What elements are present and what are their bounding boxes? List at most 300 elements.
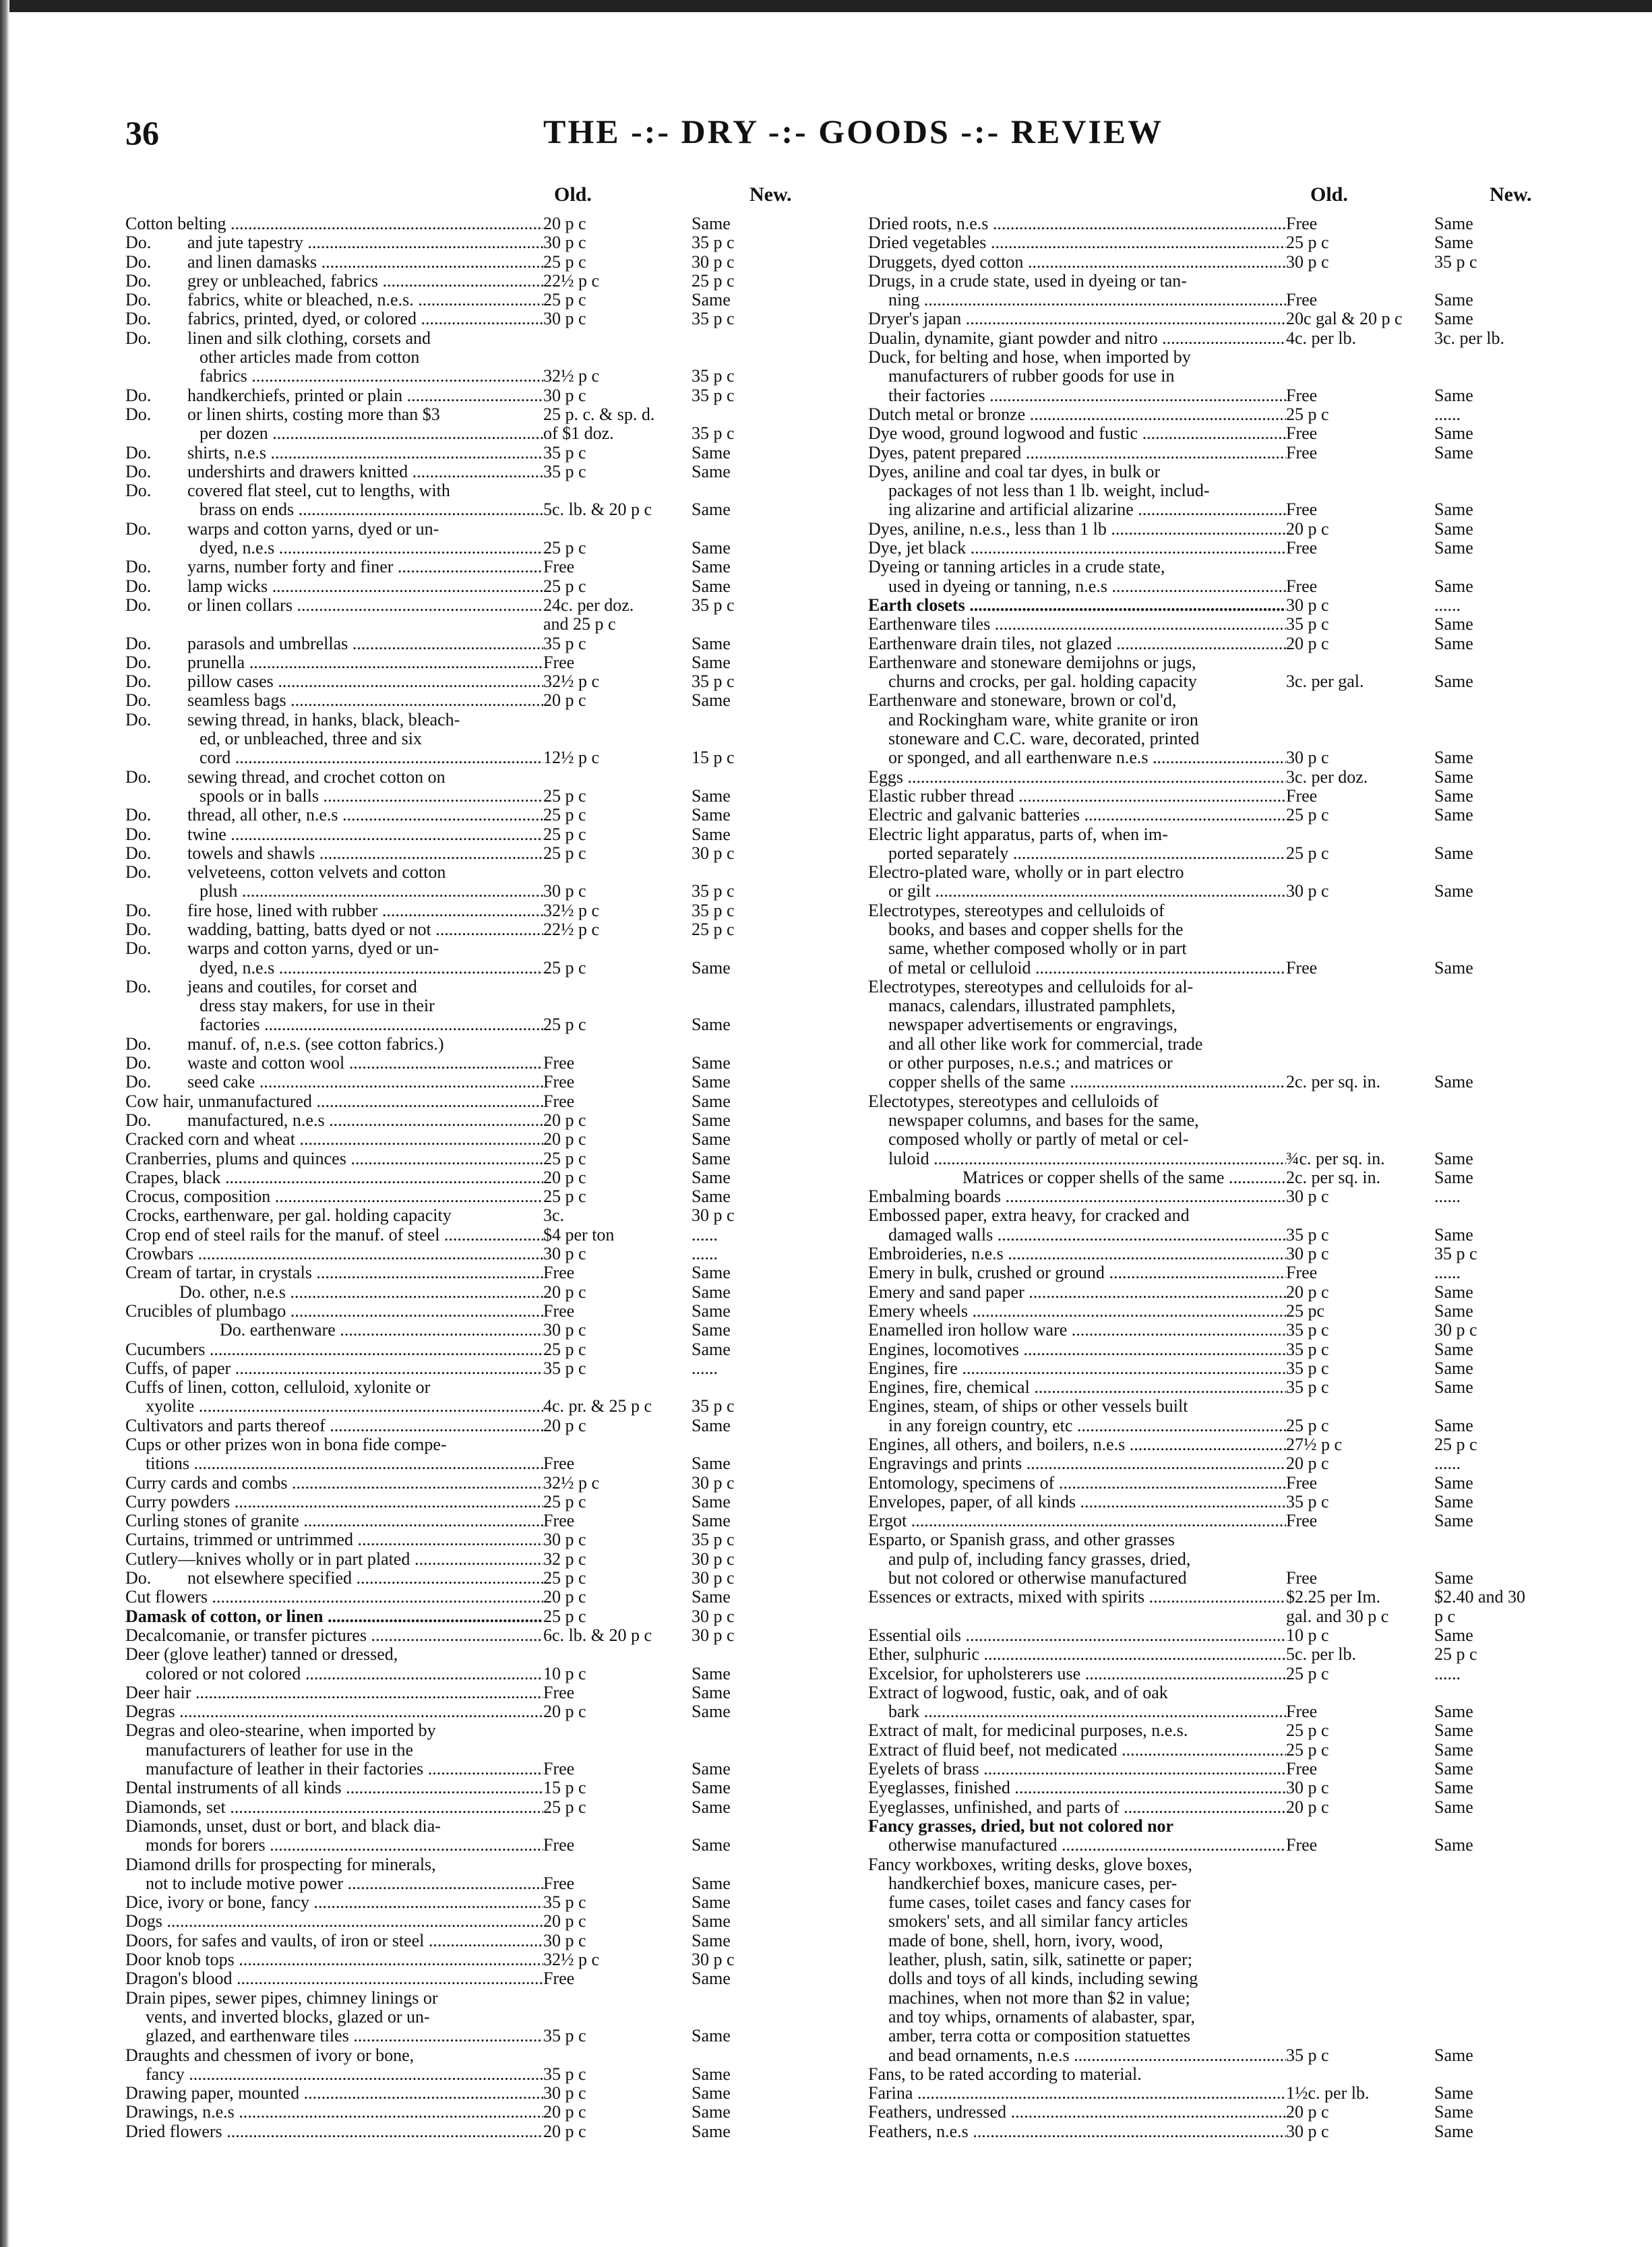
- tariff-row: [125, 1054, 840, 1073]
- old-rate: 10 p c: [543, 1664, 586, 1683]
- tariff-item: [868, 1912, 1286, 1931]
- tariff-item: [868, 1989, 1286, 2008]
- tariff-row: [868, 558, 1583, 576]
- item-description: Diamond drills for prospecting for minerals,: [125, 1855, 436, 1874]
- tariff-item: [125, 653, 543, 672]
- tariff-row: [868, 978, 1583, 996]
- item-description: Curtains, trimmed or untrimmed .....: [125, 1530, 543, 1549]
- tariff-row: [125, 2084, 840, 2103]
- item-description: Esparto, or Spanish grass, and other grasses: [868, 1530, 1175, 1550]
- ditto-mark: Do.: [125, 462, 152, 481]
- item-description: and bead ornaments, n.e.s .....: [888, 2046, 1286, 2065]
- item-description: in any foreign country, etc .....: [888, 1416, 1286, 1435]
- tariff-item: [868, 1493, 1286, 1511]
- tariff-item: [125, 1530, 543, 1549]
- item-description: warps and cotton yarns, dyed or un-: [187, 939, 439, 959]
- tariff-item: [125, 1798, 543, 1817]
- tariff-row: [868, 863, 1583, 882]
- new-rate: 30 p c: [692, 1569, 735, 1588]
- item-description: made of bone, shell, horn, ivory, wood,: [888, 1931, 1163, 1950]
- tariff-row: [868, 481, 1583, 500]
- new-rate: 15 p c: [692, 748, 735, 768]
- tariff-row: [125, 1569, 840, 1588]
- tariff-item: [868, 1130, 1286, 1149]
- old-rate: Free: [1286, 1473, 1318, 1493]
- tariff-row: [868, 634, 1583, 653]
- tariff-item: [125, 424, 543, 443]
- ditto-mark: Do.: [125, 271, 152, 291]
- old-rate: 30 p c: [1286, 748, 1329, 768]
- tariff-row: [868, 1168, 1583, 1187]
- new-rate: 3c. per lb.: [1434, 328, 1504, 348]
- old-rate: 25 p c: [543, 1797, 586, 1817]
- new-rate: Same: [1434, 539, 1473, 558]
- tariff-item: [125, 1168, 543, 1187]
- new-rate: 30 p c: [692, 1950, 735, 1970]
- ditto-mark: Do.: [125, 405, 152, 424]
- tariff-row: [868, 214, 1583, 233]
- new-rate: Same: [1434, 958, 1473, 978]
- item-description: and linen damasks .....: [187, 253, 543, 272]
- scan-top-edge: [0, 0, 1652, 12]
- new-rate: ......: [692, 1225, 718, 1245]
- old-rate: 25 p c: [543, 825, 586, 844]
- tariff-item: [125, 1912, 543, 1931]
- tariff-item: [868, 291, 1286, 309]
- old-rate: 25 p c: [543, 1492, 586, 1511]
- old-rate: 3c. per gal.: [1286, 672, 1364, 692]
- item-description: Crop end of steel rails for the manuf. of steel .....: [125, 1226, 543, 1245]
- item-description: cord .....: [200, 748, 543, 767]
- old-rate: 30 p c: [543, 2084, 586, 2103]
- tariff-row: [868, 768, 1583, 787]
- tariff-row: [125, 348, 840, 367]
- old-rate: 30 p c: [543, 386, 586, 405]
- ditto-mark: Do.: [125, 634, 152, 653]
- item-description: Cutlery—knives wholly or in part plated .....: [125, 1550, 543, 1569]
- new-rate: Same: [1434, 806, 1473, 825]
- item-description: Extract of malt, for medicinal purposes, n.e.s.: [868, 1721, 1188, 1741]
- ditto-mark: Do.: [125, 595, 152, 615]
- new-rate: Same: [692, 291, 731, 310]
- tariff-row: [125, 787, 840, 806]
- item-description: luloid .....: [888, 1149, 1286, 1168]
- new-rate: Same: [1434, 1702, 1473, 1722]
- item-description: Engines, locomotives .....: [868, 1340, 1286, 1359]
- item-description: Embalming boards .....: [868, 1187, 1286, 1206]
- tariff-item: [125, 539, 543, 558]
- item-description: Curry powders .....: [125, 1493, 543, 1511]
- item-description: Dualin, dynamite, giant powder and nitro .....: [868, 329, 1286, 348]
- old-rate: Free: [1286, 1511, 1318, 1531]
- tariff-item: [868, 1092, 1286, 1111]
- tariff-row: [868, 1283, 1583, 1302]
- item-description: grey or unbleached, fabrics .....: [187, 272, 543, 291]
- old-rate: Free: [1286, 539, 1318, 558]
- item-description: yarns, number forty and finer .....: [187, 558, 543, 576]
- tariff-item: [868, 1798, 1286, 1817]
- old-rate: Free: [1286, 386, 1318, 405]
- item-description: Degras .....: [125, 1702, 543, 1721]
- tariff-row: [868, 672, 1583, 691]
- item-description: or sponged, and all earthenware n.e.s .....: [888, 748, 1286, 767]
- new-rate: Same: [692, 1282, 731, 1302]
- ditto-mark: Do.: [125, 825, 152, 844]
- tariff-row: [125, 2046, 840, 2065]
- tariff-item: [125, 1206, 543, 1225]
- tariff-row: [125, 1149, 840, 1168]
- tariff-item: [868, 1893, 1286, 1912]
- new-rate: $2.40 and 30: [1434, 1588, 1526, 1607]
- tariff-item: [868, 1836, 1286, 1855]
- item-description: Entomology, specimens of .....: [868, 1474, 1286, 1493]
- tariff-item: [125, 1950, 543, 1969]
- item-description: but not colored or otherwise manufactured: [888, 1569, 1187, 1588]
- tariff-row: [125, 2027, 840, 2045]
- new-rate: Same: [692, 1836, 731, 1855]
- tariff-row: [125, 405, 840, 424]
- tariff-item: [868, 1511, 1286, 1530]
- tariff-row: [125, 1989, 840, 2008]
- item-description: fire hose, lined with rubber .....: [187, 901, 543, 920]
- tariff-row: [868, 1778, 1583, 1797]
- tariff-item: [868, 329, 1286, 348]
- tariff-item: [125, 1340, 543, 1359]
- new-rate: Same: [692, 1263, 731, 1283]
- item-description: linen and silk clothing, corsets and: [187, 328, 431, 348]
- tariff-row: [125, 558, 840, 576]
- old-rate: 25 p c: [543, 1340, 586, 1359]
- item-description: Emery and sand paper .....: [868, 1283, 1286, 1302]
- new-rate: Same: [692, 1683, 731, 1702]
- ditto-mark: Do.: [125, 710, 152, 729]
- ditto-mark: Do.: [125, 309, 152, 329]
- item-description: Emery in bulk, crushed or ground .....: [868, 1263, 1286, 1282]
- tariff-item: [125, 1015, 543, 1034]
- old-rate: 35 p c: [1286, 615, 1329, 634]
- tariff-row: [125, 711, 840, 729]
- tariff-row: [868, 653, 1583, 672]
- new-rate: Same: [1434, 1778, 1473, 1798]
- tariff-row: [868, 939, 1583, 958]
- old-rate: 20 p c: [543, 1588, 586, 1607]
- new-rate: 35 p c: [692, 424, 735, 444]
- item-description: Do. other, n.e.s .....: [179, 1283, 543, 1302]
- item-description: Cracked corn and wheat .....: [125, 1130, 543, 1149]
- old-rate: Free: [1286, 786, 1318, 806]
- ditto-mark: Do.: [125, 920, 152, 939]
- old-rate: Free: [543, 1054, 575, 1073]
- tariff-row: [125, 1226, 840, 1245]
- tariff-item: [125, 1263, 543, 1282]
- old-rate: 15 p c: [543, 1778, 586, 1798]
- old-rate: 27½ p c: [1286, 1435, 1343, 1454]
- item-description: lamp wicks .....: [187, 577, 543, 596]
- tariff-row: [868, 1378, 1583, 1397]
- new-rate: p c: [1434, 1607, 1456, 1626]
- tariff-row: [868, 1359, 1583, 1378]
- item-description: Dyes, aniline and coal tar dyes, in bulk or: [868, 462, 1161, 481]
- tariff-row: [125, 1588, 840, 1607]
- tariff-item: [868, 1245, 1286, 1263]
- tariff-row: [868, 1721, 1583, 1740]
- old-rate: 25 p c: [543, 958, 586, 978]
- old-rate: 30 p c: [543, 233, 586, 253]
- ditto-mark: Do.: [125, 843, 152, 863]
- ditto-mark: Do.: [125, 386, 152, 405]
- item-description: Dye wood, ground logwood and fustic .....: [868, 424, 1286, 443]
- new-rate: 35 p c: [692, 901, 735, 920]
- item-description: monds for borers .....: [146, 1836, 543, 1855]
- old-rate: Free: [543, 1091, 575, 1111]
- tariff-item: [868, 1454, 1286, 1473]
- item-description: jeans and coutiles, for corset and: [187, 977, 417, 996]
- tariff-row: [868, 1817, 1583, 1836]
- tariff-item: [125, 825, 543, 844]
- tariff-item: [125, 348, 543, 367]
- ditto-mark: Do.: [125, 1569, 152, 1588]
- new-rate: 35 p c: [692, 233, 735, 253]
- tariff-item: [868, 634, 1286, 653]
- item-description: Dyes, aniline, n.e.s., less than 1 lb .....: [868, 520, 1286, 539]
- ditto-mark: Do.: [125, 328, 152, 348]
- item-description: Draughts and chessmen of ivory or bone,: [125, 2045, 415, 2065]
- old-rate: 25 p. c. & sp. d.: [543, 405, 655, 424]
- new-rate: 25 p c: [692, 271, 735, 291]
- tariff-row: [868, 309, 1583, 328]
- tariff-item: [868, 653, 1286, 672]
- new-rate: Same: [1434, 786, 1473, 806]
- tariff-row: [125, 520, 840, 539]
- new-rate: Same: [1434, 386, 1473, 405]
- new-rate: Same: [692, 2084, 731, 2103]
- item-description: Embossed paper, extra heavy, for cracked and: [868, 1206, 1190, 1226]
- tariff-item: [125, 367, 543, 386]
- tariff-item: [868, 500, 1286, 519]
- item-description: Elastic rubber thread .....: [868, 787, 1286, 806]
- item-description: their factories .....: [888, 386, 1286, 405]
- tariff-row: [868, 577, 1583, 596]
- tariff-row: [868, 825, 1583, 844]
- tariff-item: [125, 329, 543, 348]
- old-rate: 35 p c: [543, 1893, 586, 1913]
- tariff-row: [125, 653, 840, 672]
- new-rate: Same: [692, 2064, 731, 2084]
- item-description: Crucibles of plumbago .....: [125, 1302, 543, 1321]
- old-rate: 32½ p c: [543, 901, 600, 920]
- right-old-header: Old.: [1310, 183, 1348, 206]
- tariff-row: [125, 1893, 840, 1912]
- old-rate: ¾c. per sq. in.: [1286, 1149, 1385, 1168]
- tariff-row: [868, 1931, 1583, 1950]
- item-description: thread, all other, n.e.s .....: [187, 806, 543, 825]
- tariff-item: [125, 1111, 543, 1130]
- tariff-row: [868, 233, 1583, 252]
- item-description: sewing thread, and crochet cotton on: [187, 767, 446, 787]
- tariff-item: [868, 882, 1286, 901]
- old-rate: 30 p c: [543, 1245, 586, 1264]
- item-description: or linen shirts, costing more than $3: [187, 405, 440, 424]
- tariff-row: [868, 1493, 1583, 1511]
- tariff-item: [868, 996, 1286, 1015]
- item-description: Cuffs, of paper .....: [125, 1359, 543, 1378]
- tariff-row: [125, 1206, 840, 1225]
- tariff-row: [125, 901, 840, 920]
- tariff-item: [125, 901, 543, 920]
- tariff-item: [868, 787, 1286, 806]
- tariff-item: [125, 1645, 543, 1664]
- new-rate: Same: [1434, 291, 1473, 310]
- tariff-item: [125, 1855, 543, 1874]
- tariff-row: [125, 596, 840, 615]
- old-rate: 35 p c: [1286, 1378, 1329, 1398]
- old-rate: 2c. per sq. in.: [1286, 1168, 1381, 1187]
- old-rate: 25 p c: [543, 1149, 586, 1168]
- new-rate: Same: [1434, 233, 1473, 253]
- new-rate: 35 p c: [692, 367, 735, 386]
- item-description: Crowbars .....: [125, 1245, 543, 1263]
- tariff-item: [868, 1817, 1286, 1836]
- new-rate: Same: [1434, 1569, 1473, 1588]
- old-rate: 35 p c: [543, 462, 586, 481]
- item-description: Envelopes, paper, of all kinds .....: [868, 1493, 1286, 1511]
- item-description: Electrotypes, stereotypes and celluloids for al-: [868, 977, 1194, 996]
- tariff-row: [868, 1454, 1583, 1473]
- item-description: Degras and oleo-stearine, when imported by: [125, 1721, 436, 1741]
- tariff-item: [125, 882, 543, 901]
- tariff-row: [125, 1168, 840, 1187]
- item-description: not elsewhere specified .....: [187, 1569, 543, 1588]
- item-description: and toy whips, ornaments of alabaster, spar,: [888, 2007, 1195, 2027]
- new-rate: 30 p c: [692, 843, 735, 863]
- ditto-mark: Do.: [125, 481, 152, 501]
- tariff-item: [125, 1969, 543, 1988]
- item-description: per dozen .....: [200, 424, 543, 443]
- right-new-header: New.: [1490, 183, 1532, 206]
- new-rate: Same: [1434, 519, 1473, 539]
- old-rate: Free: [1286, 576, 1318, 596]
- tariff-row: [125, 2065, 840, 2084]
- tariff-row: [868, 596, 1583, 615]
- tariff-item: [868, 577, 1286, 596]
- tariff-item: [868, 1359, 1286, 1378]
- tariff-row: [868, 444, 1583, 462]
- tariff-item: [125, 558, 543, 576]
- old-rate: 20 p c: [543, 2122, 586, 2141]
- tariff-item: [125, 691, 543, 710]
- tariff-row: [125, 939, 840, 958]
- old-rate: 22½ p c: [543, 920, 600, 939]
- new-rate: Same: [692, 825, 731, 844]
- tariff-item: [868, 272, 1286, 291]
- old-rate: 20 p c: [543, 1702, 586, 1722]
- new-rate: 30 p c: [692, 1206, 735, 1226]
- new-rate: Same: [1434, 1416, 1473, 1435]
- old-rate: 4c. pr. & 25 p c: [543, 1397, 652, 1416]
- new-rate: Same: [692, 1168, 731, 1187]
- tariff-item: [125, 272, 543, 291]
- old-rate: Free: [543, 1301, 575, 1321]
- item-description: manufacturers of rubber goods for use in: [888, 367, 1175, 386]
- item-description: ing alizarine and artificial alizarine .....: [888, 500, 1286, 519]
- new-rate: 30 p c: [692, 1473, 735, 1493]
- tariff-item: [125, 2008, 543, 2027]
- tariff-item: [868, 1206, 1286, 1225]
- old-rate: Free: [1286, 424, 1318, 444]
- tariff-item: [125, 768, 543, 787]
- tariff-row: [125, 1454, 840, 1473]
- tariff-row: [868, 1111, 1583, 1130]
- item-description: used in dyeing or tanning, n.e.s .....: [888, 577, 1286, 596]
- tariff-item: [868, 959, 1286, 978]
- item-description: twine .....: [187, 825, 543, 844]
- tariff-item: [868, 615, 1286, 634]
- item-description: Drain pipes, sewer pipes, chimney linings or: [125, 1988, 438, 2008]
- item-description: dress stay makers, for use in their: [200, 996, 435, 1016]
- new-rate: 30 p c: [692, 1625, 735, 1645]
- tariff-row: [125, 1798, 840, 1817]
- old-rate: 10 p c: [1286, 1625, 1329, 1645]
- tariff-row: [868, 1550, 1583, 1569]
- tariff-item: [125, 1817, 543, 1836]
- item-description: Diamonds, unset, dust or bort, and black dia-: [125, 1816, 441, 1836]
- item-description: spools or in balls .....: [200, 787, 543, 806]
- tariff-item: [868, 2122, 1286, 2141]
- tariff-row: [868, 348, 1583, 367]
- old-rate: 30 p c: [543, 309, 586, 329]
- old-rate: 30 p c: [1286, 1245, 1329, 1264]
- item-description: Drawing paper, mounted .....: [125, 2084, 543, 2103]
- item-description: Curling stones of granite .....: [125, 1511, 543, 1530]
- tariff-row: [125, 1511, 840, 1530]
- tariff-row: [125, 329, 840, 348]
- left-tariff-column: [125, 214, 840, 2141]
- old-rate: 25 p c: [1286, 1416, 1329, 1435]
- new-rate: 35 p c: [692, 1397, 735, 1416]
- new-rate: Same: [1434, 214, 1473, 233]
- old-rate: Free: [543, 1454, 575, 1474]
- item-description: Dye, jet black .....: [868, 539, 1286, 558]
- new-rate: Same: [1434, 1625, 1473, 1645]
- item-description: Feathers, undressed .....: [868, 2103, 1286, 2122]
- tariff-row: [125, 1015, 840, 1034]
- tariff-row: [868, 1206, 1583, 1225]
- tariff-item: [868, 1187, 1286, 1206]
- old-rate: 30 p c: [1286, 1187, 1329, 1207]
- tariff-item: [868, 672, 1286, 691]
- item-description: damaged walls .....: [888, 1226, 1286, 1245]
- item-description: Door knob tops .....: [125, 1950, 543, 1969]
- tariff-item: [125, 2046, 543, 2065]
- new-rate: ......: [692, 1245, 718, 1264]
- old-rate: 35 p c: [543, 2027, 586, 2046]
- old-rate: gal. and 30 p c: [1286, 1607, 1389, 1626]
- ditto-mark: Do.: [125, 672, 152, 692]
- tariff-item: [868, 558, 1286, 576]
- tariff-item: [868, 1683, 1286, 1702]
- item-description: dyed, n.e.s .....: [200, 539, 543, 558]
- tariff-row: [868, 1340, 1583, 1359]
- tariff-item: [125, 462, 543, 481]
- item-description: Drugs, in a crude state, used in dyeing or tan-: [868, 271, 1187, 291]
- tariff-row: [868, 1092, 1583, 1111]
- tariff-item: [868, 367, 1286, 386]
- tariff-item: [868, 1741, 1286, 1760]
- tariff-item: [868, 1702, 1286, 1721]
- tariff-row: [868, 1665, 1583, 1683]
- new-rate: Same: [1434, 767, 1473, 787]
- item-description: Dyeing or tanning articles in a crude state,: [868, 558, 1165, 577]
